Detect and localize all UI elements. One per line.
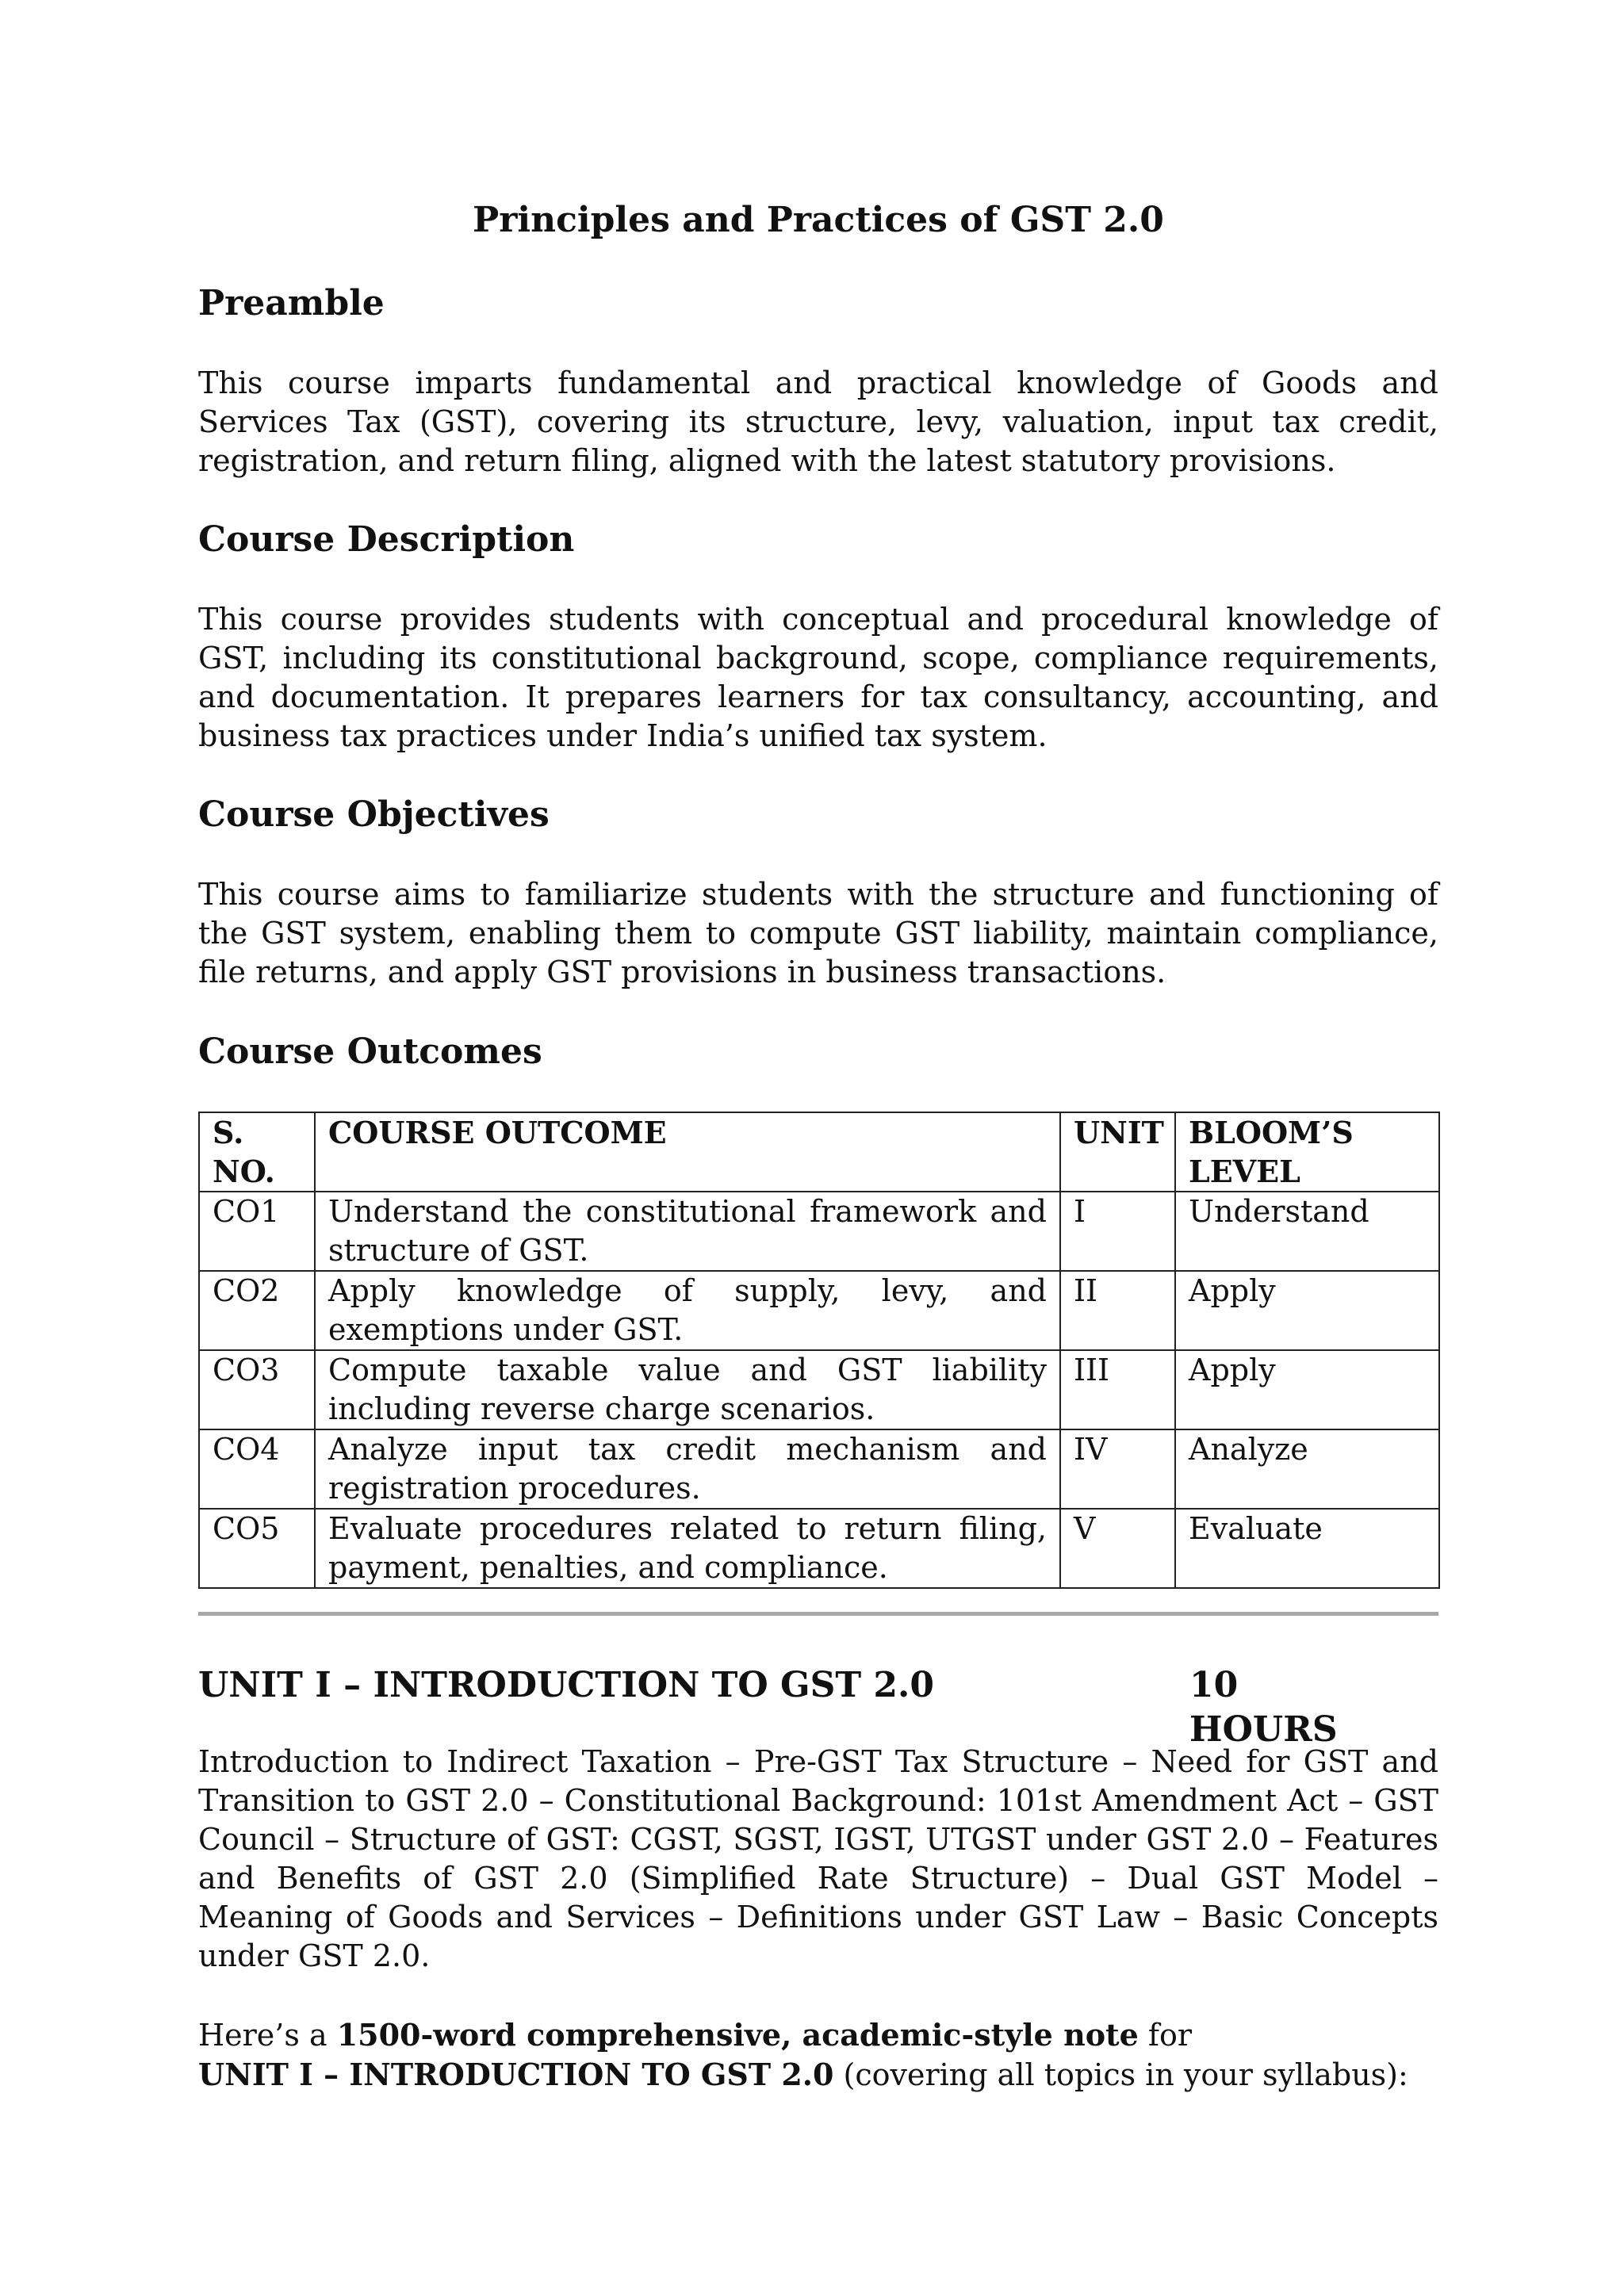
cell-unit: IV	[1060, 1429, 1175, 1509]
course-description-heading: Course Description	[198, 519, 575, 560]
cell-sno: CO2	[199, 1271, 315, 1350]
document-title: Principles and Practices of GST 2.0	[473, 200, 1164, 240]
unit1-title: UNIT I – INTRODUCTION TO GST 2.0	[198, 1665, 934, 1705]
course-outcomes-heading: Course Outcomes	[198, 1031, 542, 1072]
table-row	[199, 1192, 1439, 1271]
cell-level: Evaluate	[1175, 1509, 1439, 1588]
cell-unit: II	[1060, 1271, 1175, 1350]
unit1-heading	[198, 1663, 1391, 1750]
table-row	[199, 1429, 1439, 1509]
table-row	[199, 1271, 1439, 1350]
note-intro	[198, 2015, 1438, 2095]
cell-unit: III	[1060, 1350, 1175, 1429]
cell-unit: V	[1060, 1509, 1175, 1588]
table-header-row	[199, 1112, 1439, 1192]
table-row	[199, 1350, 1439, 1429]
cell-outcome: Understand the constitutional framework and structure of GST.	[315, 1192, 1060, 1271]
course-description-text: This course provides students with conceptual and procedural knowledge of GST, including its constitutional background, scope, compliance requirements, and documentation. It prepares learners for tax consultancy, accounting, and business tax practices under India’s unified tax system.	[198, 602, 1438, 753]
note-bold-phrase: 1500-word comprehensive, academic-style note	[336, 2017, 1139, 2053]
unit1-hours: 10 HOURS	[1189, 1665, 1338, 1750]
cell-level: Understand	[1175, 1192, 1439, 1271]
cell-outcome: Evaluate procedures related to return filing, payment, penalties, and compliance.	[315, 1509, 1060, 1588]
unit1-syllabus-text: Introduction to Indirect Taxation – Pre-GST Tax Structure – Need for GST and Transition to GST 2.0 – Constitutional Background: 101st Amendment Act – GST Council – Structure of GST: CGST, SGST, IGST, UTGST under GST 2.0 – Features and Benefits of GST 2.0 (Simplified Rate Structure) – Dual GST Model – Meaning of Goods and Services – Definitions under GST Law – Basic Concepts under GST 2.0.	[198, 1744, 1438, 1973]
cell-level: Apply	[1175, 1350, 1439, 1429]
course-objectives-text: This course aims to familiarize students with the structure and functioning of the GST system, enabling them to compute GST liability, maintain compliance, file returns, and apply GST provisions in business transactions.	[198, 877, 1438, 989]
cell-sno: CO4	[199, 1429, 315, 1509]
cell-outcome: Compute taxable value and GST liability including reverse charge scenarios.	[315, 1350, 1060, 1429]
cell-sno: CO5	[199, 1509, 315, 1588]
table-row	[199, 1509, 1439, 1588]
column-header-unit: UNIT	[1060, 1112, 1175, 1192]
note-unit-title: UNIT I – INTRODUCTION TO GST 2.0	[198, 2057, 834, 2092]
course-objectives-heading: Course Objectives	[198, 794, 550, 835]
cell-level: Analyze	[1175, 1429, 1439, 1509]
column-header-level: BLOOM’S LEVEL	[1175, 1112, 1439, 1192]
note-intro-text: Here’s a	[198, 2018, 337, 2053]
course-outcomes-table	[198, 1112, 1440, 1589]
column-header-sno: S. NO.	[199, 1112, 315, 1192]
preamble-text: This course imparts fundamental and practical knowledge of Goods and Services Tax (GST), covering its structure, levy, valuation, input tax credit, registration, and return filing, aligned with the latest statutory provisions.	[198, 365, 1438, 478]
note-tail-text: (covering all topics in your syllabus):	[833, 2057, 1408, 2092]
cell-outcome: Apply knowledge of supply, levy, and exemptions under GST.	[315, 1271, 1060, 1350]
cell-level: Apply	[1175, 1271, 1439, 1350]
cell-outcome: Analyze input tax credit mechanism and registration procedures.	[315, 1429, 1060, 1509]
section-divider	[198, 1612, 1438, 1616]
note-mid-text: for	[1138, 2018, 1192, 2053]
cell-sno: CO3	[199, 1350, 315, 1429]
cell-sno: CO1	[199, 1192, 315, 1271]
column-header-outcome: COURSE OUTCOME	[315, 1112, 1060, 1192]
cell-unit: I	[1060, 1192, 1175, 1271]
preamble-heading: Preamble	[198, 283, 385, 323]
